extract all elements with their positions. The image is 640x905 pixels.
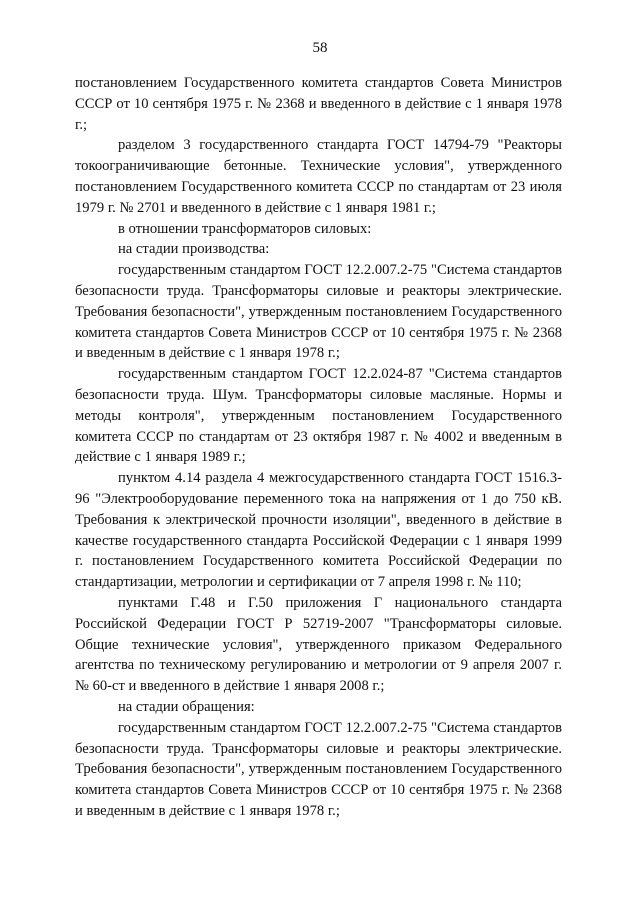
paragraph-1: постановлением Государственного комитета стандартов Совета Министров СССР от 10 сентября 1975 г. № 2368 и введенного в действие с 1 января 1978 г.; — [75, 75, 562, 133]
paragraph-9: на стадии обращения: — [118, 698, 255, 715]
paragraph-10: государственным стандартом ГОСТ 12.2.007.2-75 "Система стандартов безопасности труда. Трансформаторы силовые и реакторы электрические. Требования безопасности", утвержденным постановлением Государственного комитета стандартов Совета Министров СССР от 10 сентября 1975 г. № 2368 и введенным в действие с 1 января 1978 г.; — [75, 719, 562, 819]
paragraph-3: в отношении трансформаторов силовых: — [118, 220, 372, 237]
page-number: 58 — [312, 40, 328, 56]
paragraph-8: пунктами Г.48 и Г.50 приложения Г национального стандарта Российской Федерации ГОСТ Р 52719-2007 "Трансформаторы силовые. Общие технические условия", утвержденного приказом Федерального агентства по техническому регулированию и метрологии от 9 апреля 2007 г. № 60-ст и введенного в действие 1 января 2008 г.; — [75, 594, 562, 695]
paragraph-7: пунктом 4.14 раздела 4 межгосударственного стандарта ГОСТ 1516.3-96 "Электрооборудование переменного тока на напряжения от 1 до 750 кВ. Требования к электрической прочности изоляции", введенного в действие в качестве государственного стандарта Российской Федерации с 1 января 1999 г. постановлением Государственного комитета Российской Федерации по стандартизации, метрологии и сертификации от 7 апреля 1998 г. № 110; — [75, 470, 562, 591]
paragraph-5: государственным стандартом ГОСТ 12.2.007.2-75 "Система стандартов безопасности труда. Трансформаторы силовые и реакторы электрические. Требования безопасности", утвержденным постановлением Государственного комитета стандартов Совета Министров СССР от 10 сентября 1975 г. № 2368 и введенным в действие с 1 января 1978 г.; — [75, 262, 562, 362]
paragraph-6: государственным стандартом ГОСТ 12.2.024-87 "Система стандартов безопасности труда. Шум. Трансформаторы силовые масляные. Нормы и методы контроля", утвержденным постановлением Государственного комитета СССР по стандартам от 23 октября 1987 г. № 4002 и введенным в действие с 1 января 1989 г.; — [75, 366, 562, 466]
document-body — [75, 73, 562, 822]
paragraph-4: на стадии производства: — [118, 241, 270, 258]
paragraph-2: разделом 3 государственного стандарта ГОСТ 14794-79 "Реакторы токоограничивающие бетонные. Технические условия", утвержденного постановлением Государственного комитета СССР по стандартам от 23 июля 1979 г. № 2701 и введенного в действие с 1 января 1981 г.; — [75, 137, 562, 216]
